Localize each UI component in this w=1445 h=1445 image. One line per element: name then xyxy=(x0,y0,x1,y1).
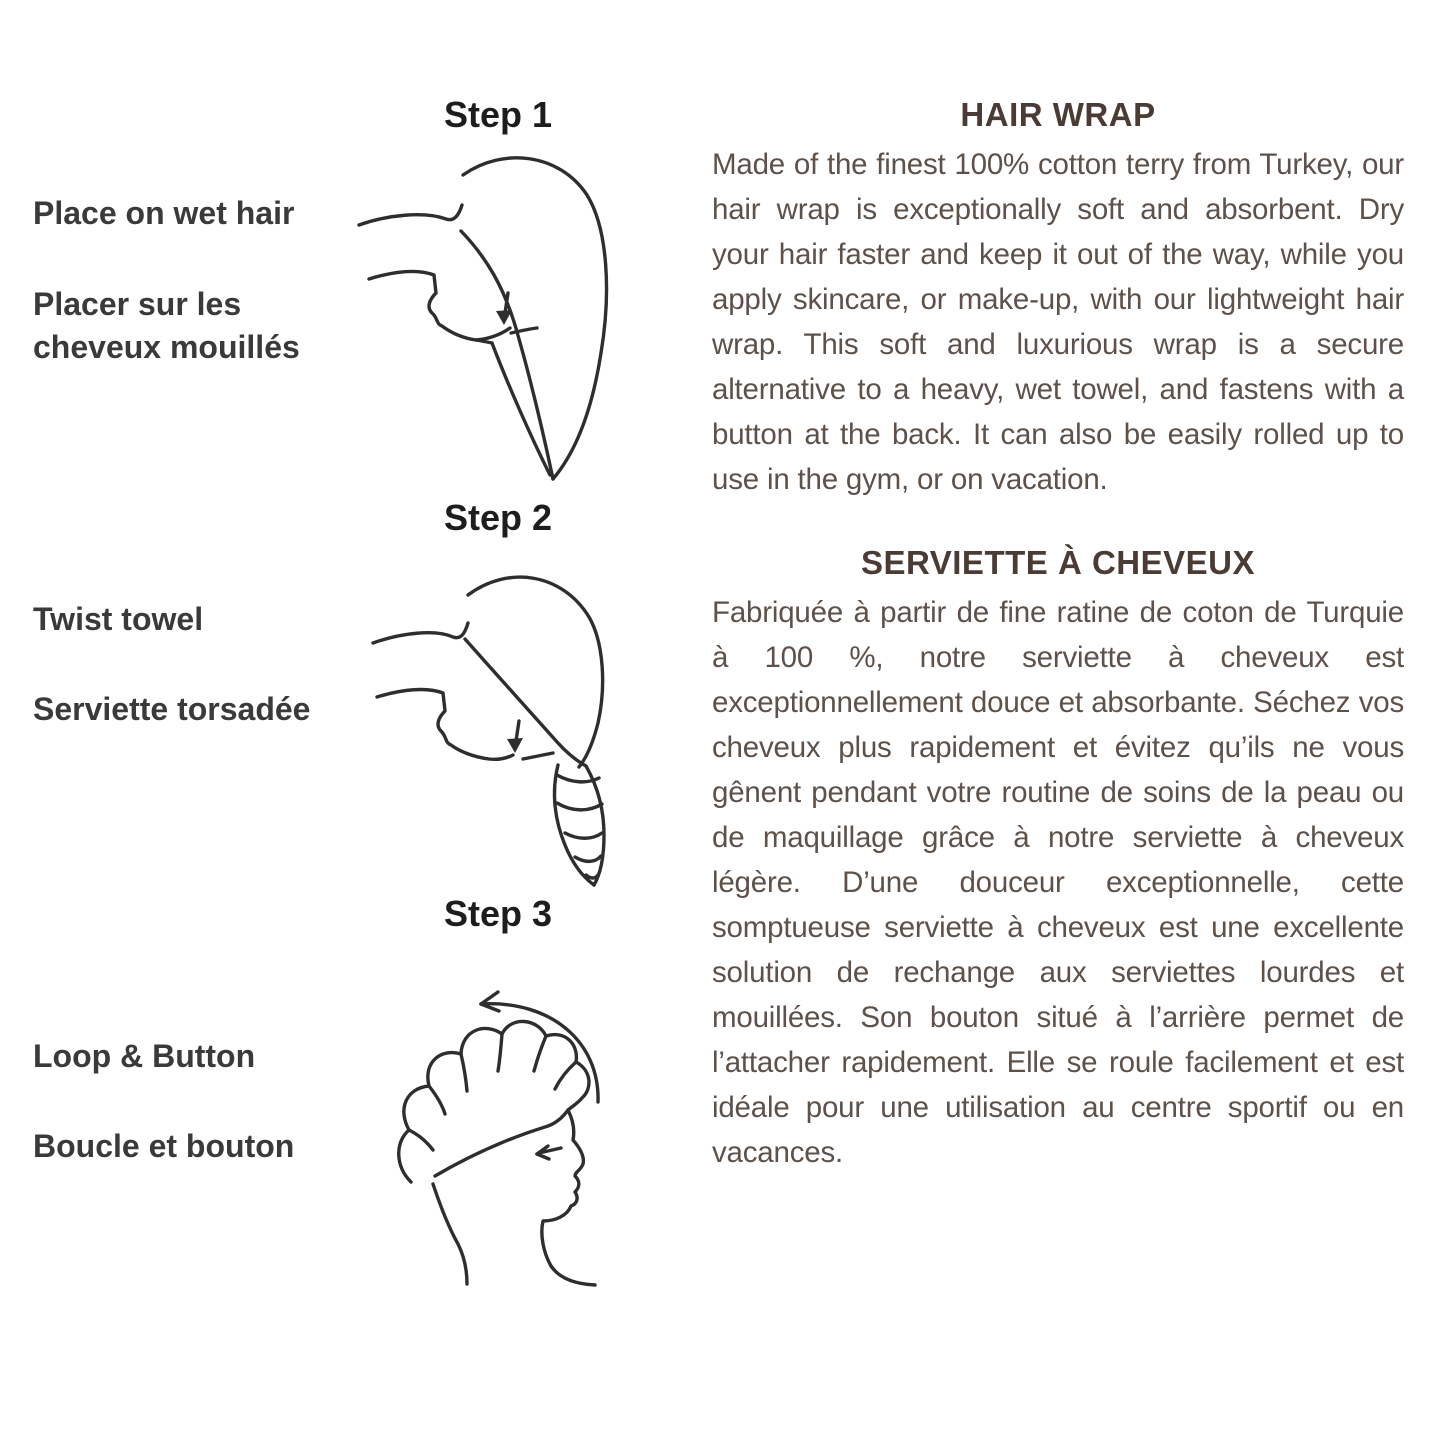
step-2-illustration xyxy=(345,545,665,890)
step-3-title: Step 3 xyxy=(443,893,553,934)
description-fr: Fabriquée à partir de fine ratine de coton de Turquie à 100 %, notre serviette à cheveux est exceptionnellement douce et absorbante. Séchez vos cheveux plus rapidement et évitez qu’ils ne vous gênent pendant votre routine de soins de la peau ou de maquillage grâce à notre serviette à cheveux légère. D’une douceur exceptionnelle, cette somptueuse serviette à cheveux est une excellente solution de rechange aux serviettes lourdes et mouillées. Son bouton situé à l’arrière permet de l’attacher rapidement. Elle se roule facilement et est idéale pour une utilisation au centre sportif ou en vacances. xyxy=(712,596,1404,1169)
flip-arrow-icon xyxy=(481,992,598,1102)
hair-wrap-heading-en: HAIR WRAP xyxy=(960,96,1156,133)
head-profile xyxy=(359,205,510,343)
down-arrow-icon xyxy=(507,721,553,759)
step-3-label-fr: Boucle et bouton xyxy=(33,1128,295,1164)
hair-wrap-heading-fr: SERVIETTE À CHEVEUX xyxy=(861,544,1255,581)
product-description-panel xyxy=(712,96,1404,1217)
step-2-label-fr: Serviette torsadée xyxy=(33,691,311,727)
step-1-label-fr: Placer sur les cheveux mouillés xyxy=(33,286,300,366)
wrap-drape xyxy=(465,577,603,767)
tuck-arrow-icon xyxy=(537,1146,561,1159)
description-en: Made of the finest 100% cotton terry from Turkey, our hair wrap is exceptionally soft and absorbent. Dry your hair faster and keep it out of the way, while you apply skincare, or make-up, with our lightweight hair wrap. This soft and luxurious wrap is a secure alternative to a heavy, wet towel, and fastens with a button at the back. It can also be easily rolled up to use in the gym, or on vacation. xyxy=(712,148,1404,496)
step-3-label-en: Loop & Button xyxy=(33,1038,256,1074)
twist-tail xyxy=(554,765,604,885)
wrap-drape xyxy=(461,158,607,479)
step-1-illustration xyxy=(345,145,665,490)
head-profile xyxy=(373,623,513,759)
step-2-title: Step 2 xyxy=(443,497,553,538)
step-1-label-en: Place on wet hair xyxy=(33,195,295,231)
step-1-title: Step 1 xyxy=(443,94,553,135)
step-3-illustration xyxy=(345,940,665,1290)
turban-coil xyxy=(399,1021,589,1182)
step-2-label-en: Twist towel xyxy=(33,601,204,637)
